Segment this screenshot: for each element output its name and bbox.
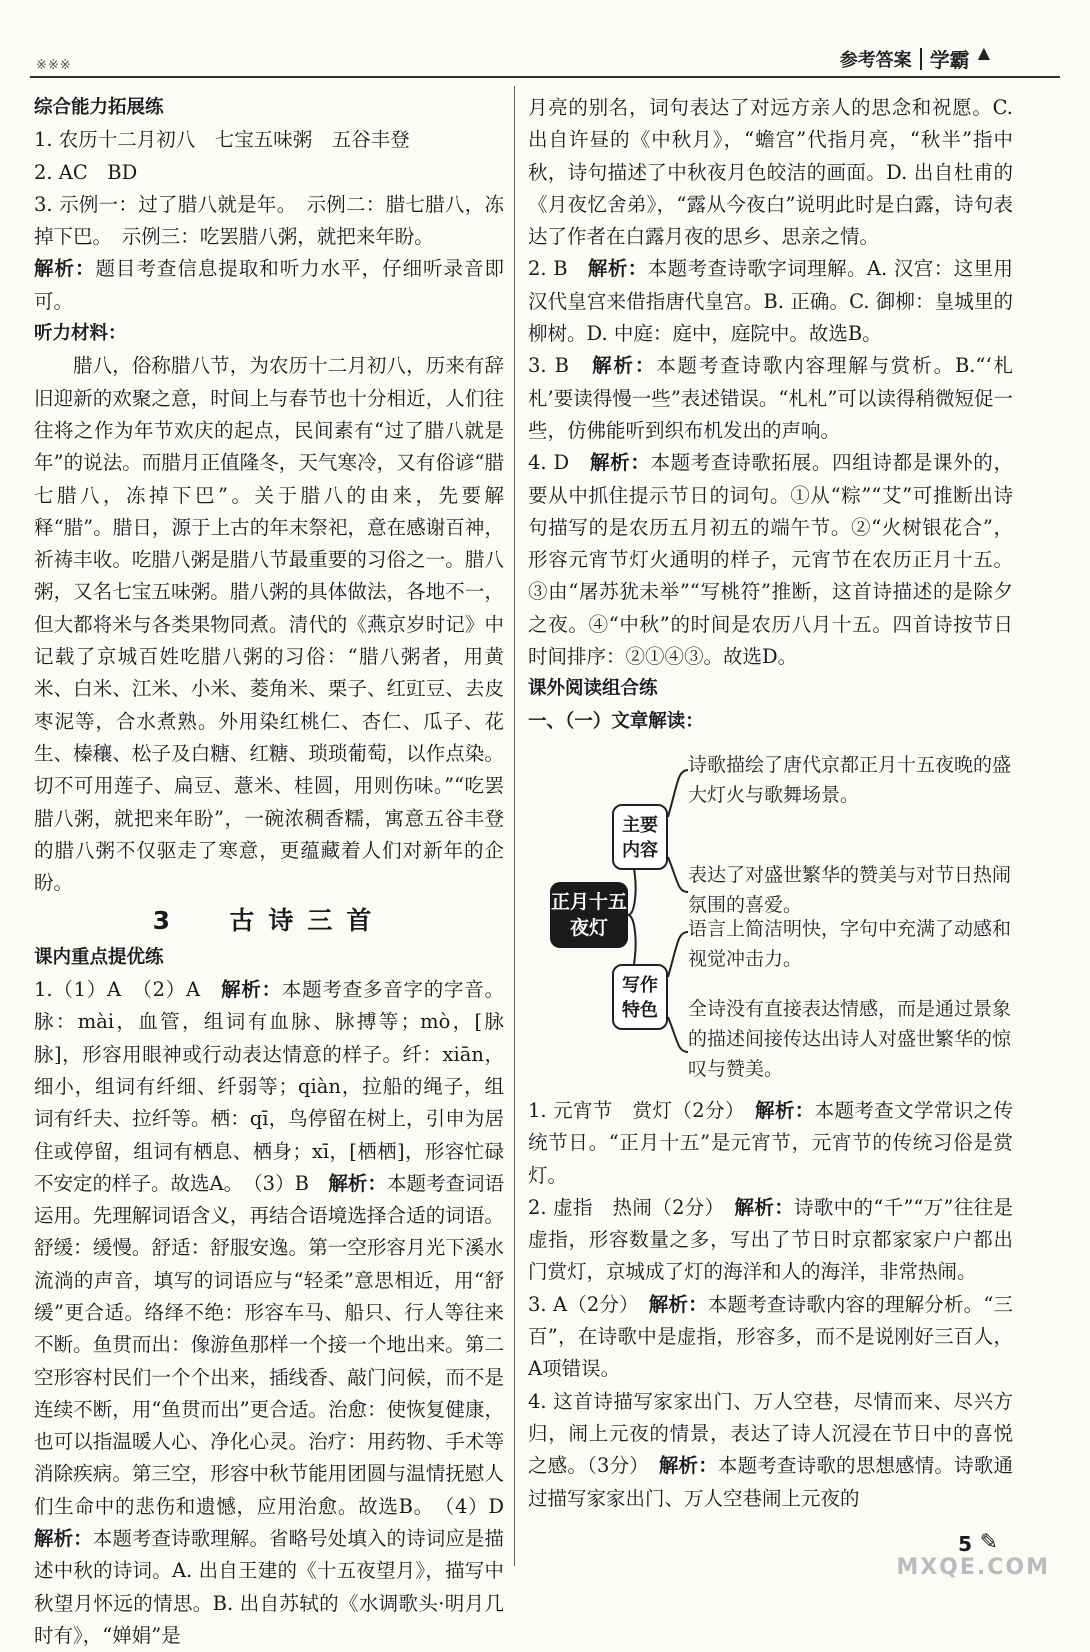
- q1-text-3: 本题考查诗歌理解。省略号处填入的诗词应是描述中秋的诗词。A. 出自王建的《十五夜望月》，描写中秋望月怀远的情思。B. 出自苏轼的《水调歌头·明月几时有》，“婵娟”是: [34, 1527, 504, 1647]
- mind-map-node-style: 写作特色: [612, 964, 668, 1030]
- right-column: [528, 92, 1013, 1515]
- q2-head: 2. B: [528, 257, 588, 281]
- q2-text: 本题考查诗歌字词理解。A. 汉宫：这里用汉代皇宫来借指唐代皇宫。B. 正确。C. 御柳：皇城里的柳树。D. 中庭：庭中，庭院中。故选B。: [528, 257, 1013, 346]
- question-2-answer: [528, 253, 1013, 350]
- answer-3: 3. 示例一：过了腊八就是年。 示例二：腊七腊八，冻掉下巴。 示例三：吃罢腊八粥，就把来年盼。: [34, 192, 504, 249]
- reading-answer-4: [528, 1386, 1013, 1515]
- q2-label: 解析：: [587, 257, 648, 281]
- header-separator: [920, 48, 922, 70]
- listening-material: 腊八，俗称腊八节，为农历十二月初八，历来有辞旧迎新的欢聚之意，时间上与春节也十分相近，人们往往将之作为年节欢庆的起点，民间素有“过了腊八就是年”的说法。而腊月正值隆冬，天气寒冷，又有俗谚“腊七腊八，冻掉下巴”。关于腊八的由来，先要解释“腊”。腊日，源于上古的年末祭祀，意在感谢百神，祈祷丰收。吃腊八粥是腊八节最重要的习俗之一。腊八粥，又名七宝五味粥。腊八粥的具体做法，各地不一，但大都将米与各类果物同煮。清代的《燕京岁时记》中记载了京城百姓吃腊八粥的习俗：“腊八粥者，用黄米、白米、江米、小米、菱角米、栗子、红豇豆、去皮枣泥等，合水煮熟。外用染红桃仁、杏仁、瓜子、花生、榛穰、松子及白糖、红糖、琐琐葡萄，以作点染。切不可用莲子、扁豆、薏米、桂圆，用则伤味。”“吃罢腊八粥，就把来年盼”，一碗浓稠香糯，寓意五谷丰登的腊八粥不仅驱走了寒意，更蕴藏着人们对新年的企盼。: [34, 354, 504, 895]
- lesson-number: 3: [152, 906, 184, 936]
- r1-label: 解析：: [754, 1098, 815, 1122]
- watermark: MXQE.COM: [896, 1555, 1050, 1580]
- r3-text: 本题考查诗歌内容的理解分析。“三百”，在诗歌中是虚指，形容多，而不是说刚好三百人，A项错误。: [528, 1292, 1013, 1381]
- q1-label-2: 解析：: [328, 1171, 387, 1195]
- mind-map-leaf-1: 诗歌描绘了唐代京都正月十五夜晚的盛大灯火与歌舞场景。: [688, 753, 1012, 806]
- section-title-extension: 综合能力拓展练: [34, 97, 164, 118]
- r4-head: 4. 这首诗描写家家出门、万人空巷，尽情而来、尽兴方归，闹上元夜的情景，表达了诗人沉浸在节日中的喜悦之感。（3分）: [528, 1389, 1013, 1478]
- reading-answer-3: [528, 1289, 1013, 1386]
- r4-text: 本题考查诗歌的思想感情。诗歌通过描写家家出门、万人空巷闹上元夜的: [528, 1454, 1013, 1510]
- mind-map-center: 正月十五夜灯: [550, 882, 628, 948]
- continued-text: 月亮的别名，词句表达了对远方亲人的思念和祝愿。C. 出自许昼的《中秋月》，“蟾宫”代指月亮，“秋半”指中秋，诗句描述了中秋夜月色皎洁的画面。D. 出自杜甫的《月夜忆舍弟》，“露从今夜白”说明此时是白露，诗句表达了作者在白露月夜的思乡、思亲之情。: [528, 96, 1013, 249]
- header-ref-answer: 参考答案: [839, 49, 912, 71]
- q3-label: 解析：: [592, 354, 657, 378]
- page-number: 5: [958, 1532, 972, 1556]
- q1-text-2: 本题考查词语运用。先理解词语含义，再结合语境选择合适的词语。舒缓：缓慢。舒适：舒服安逸。第一空形容月光下溪水流淌的声音，填写的词语应与“轻柔”意思相近，用“舒缓”更合适。络绎不绝：形容车马、船只、行人等往来不断。鱼贯而出：像游鱼那样一个接一个地出来。第二空形容村民们一个个出来，插线香、敲门问候，而不是连续不断，用“鱼贯而出”更合适。治愈：使恢复健康，也可以指温暖人心、净化心灵。治疗：用药物、手术等消除疾病。第三空，形容中秋节能用团圆与温情抚慰人们生命中的悲伤和遗憾，应用治愈。故选B。 （4）D: [34, 1171, 524, 1518]
- header-left-mark: ※※※: [36, 58, 72, 73]
- section-title-reading: 课外阅读组合练: [528, 678, 658, 700]
- r2-text: 诗歌中的“千”“万”往往是虚指，形容数量之多，写出了节日时京都家家户户都出门赏灯，京城成了灯的海洋和人的海洋，非常热闹。: [528, 1195, 1013, 1284]
- q4-text: 本题考查诗歌拓展。四组诗都是课外的，要从中抓住提示节日的词句。①从“粽”“艾”可推断出诗句描写的是农历五月初五的端午节。②“火树银花合”，形容元宵节灯火通明的样子，元宵节在农历正月十五。③由“屠苏犹未举”“写桃符”推断，这首诗描述的是除夕之夜。④“中秋”的时间是农历八月十五。四首诗按节日时间排序：②①④③。故选D。: [528, 451, 1013, 669]
- reading-answer-2: [528, 1192, 1013, 1289]
- mind-map-leaf-3: 语言上简洁明快，字句中充满了动感和视觉冲击力。: [688, 917, 1012, 970]
- r3-head: 3. A（2分）: [528, 1292, 649, 1316]
- r2-head: 2. 虚指 热闹（2分）: [528, 1195, 735, 1219]
- answer-1: 1. 农历十二月初八 七宝五味粥 五谷丰登: [34, 128, 410, 152]
- r1-head: 1. 元宵节 赏灯（2分）: [528, 1098, 755, 1122]
- question-1-answer: [34, 974, 524, 1652]
- mind-map-node-content: 主要内容: [612, 804, 668, 870]
- analysis-label: 解析：: [34, 257, 96, 281]
- r1-text: 本题考查文学常识之传统节日。“正月十五”是元宵节，元宵节的传统习俗是赏灯。: [528, 1098, 1013, 1187]
- q4-head: 4. D: [528, 451, 590, 475]
- column-divider: [514, 86, 515, 1566]
- reading-answer-1: [528, 1095, 1013, 1192]
- pen-icon: ✎: [979, 1530, 998, 1555]
- q1-text: 本题考查多音字的字音。脉：mài，血管，组词有血脉、脉搏等；mò，[脉脉]，形容用眼神或行动表达情意的样子。纤：xiān，细小，组词有纤细、纤弱等；qiàn，拉船的绳子，组词有纤夫、拉纤等。栖：qī，鸟停留在树上，引申为居住或停留，组词有栖息、栖身；xī，[栖栖]，形容忙碌不安定的样子。故选A。 （3）B: [34, 978, 504, 1195]
- header-right: [840, 44, 990, 73]
- graduation-cap-icon: ▲: [977, 43, 990, 62]
- r4-label: 解析：: [658, 1454, 718, 1478]
- left-column: [34, 92, 524, 1652]
- analysis-text: 题目考查信息提取和听力水平，仔细听录音即可。: [34, 257, 504, 313]
- subsection-title: 一、（一）文章解读：: [528, 710, 704, 732]
- analysis: [34, 253, 504, 318]
- section-title-inclass: 课内重点提优练: [34, 946, 164, 968]
- mind-map-leaf-4: 全诗没有直接表达情感，而是通过景象的描述间接传达出诗人对盛世繁华的惊叹与赞美。: [688, 997, 1012, 1080]
- lesson-heading: [34, 905, 504, 937]
- header-rule: [30, 76, 1060, 78]
- question-4-answer: [528, 447, 1013, 673]
- r3-label: 解析：: [648, 1292, 708, 1316]
- mind-map: [528, 742, 1013, 1087]
- question-3-answer: [528, 350, 1013, 447]
- answer-2: 2. AC BD: [34, 160, 138, 184]
- listening-title: 听力材料：: [34, 323, 127, 345]
- q1-label-3: 解析：: [34, 1527, 93, 1551]
- lesson-title: 古诗三首: [229, 906, 386, 936]
- r2-label: 解析：: [734, 1195, 795, 1219]
- q3-text: 本题考查诗歌内容理解与赏析。B.“‘札札’要读得慢一些”表述错误。“札札”可以读得稍微短促一些，仿佛能听到织布机发出的声响。: [528, 354, 1013, 442]
- q4-label: 解析：: [589, 451, 651, 475]
- q1-label: 解析：: [221, 978, 282, 1002]
- header-logo: 学霸: [929, 48, 970, 72]
- mind-map-leaf-2: 表达了对盛世繁华的赞美与对节日热闹氛围的喜爱。: [688, 863, 1012, 916]
- q1-head: 1.（1）A （2）A: [34, 978, 222, 1002]
- q3-head: 3. B: [528, 354, 593, 378]
